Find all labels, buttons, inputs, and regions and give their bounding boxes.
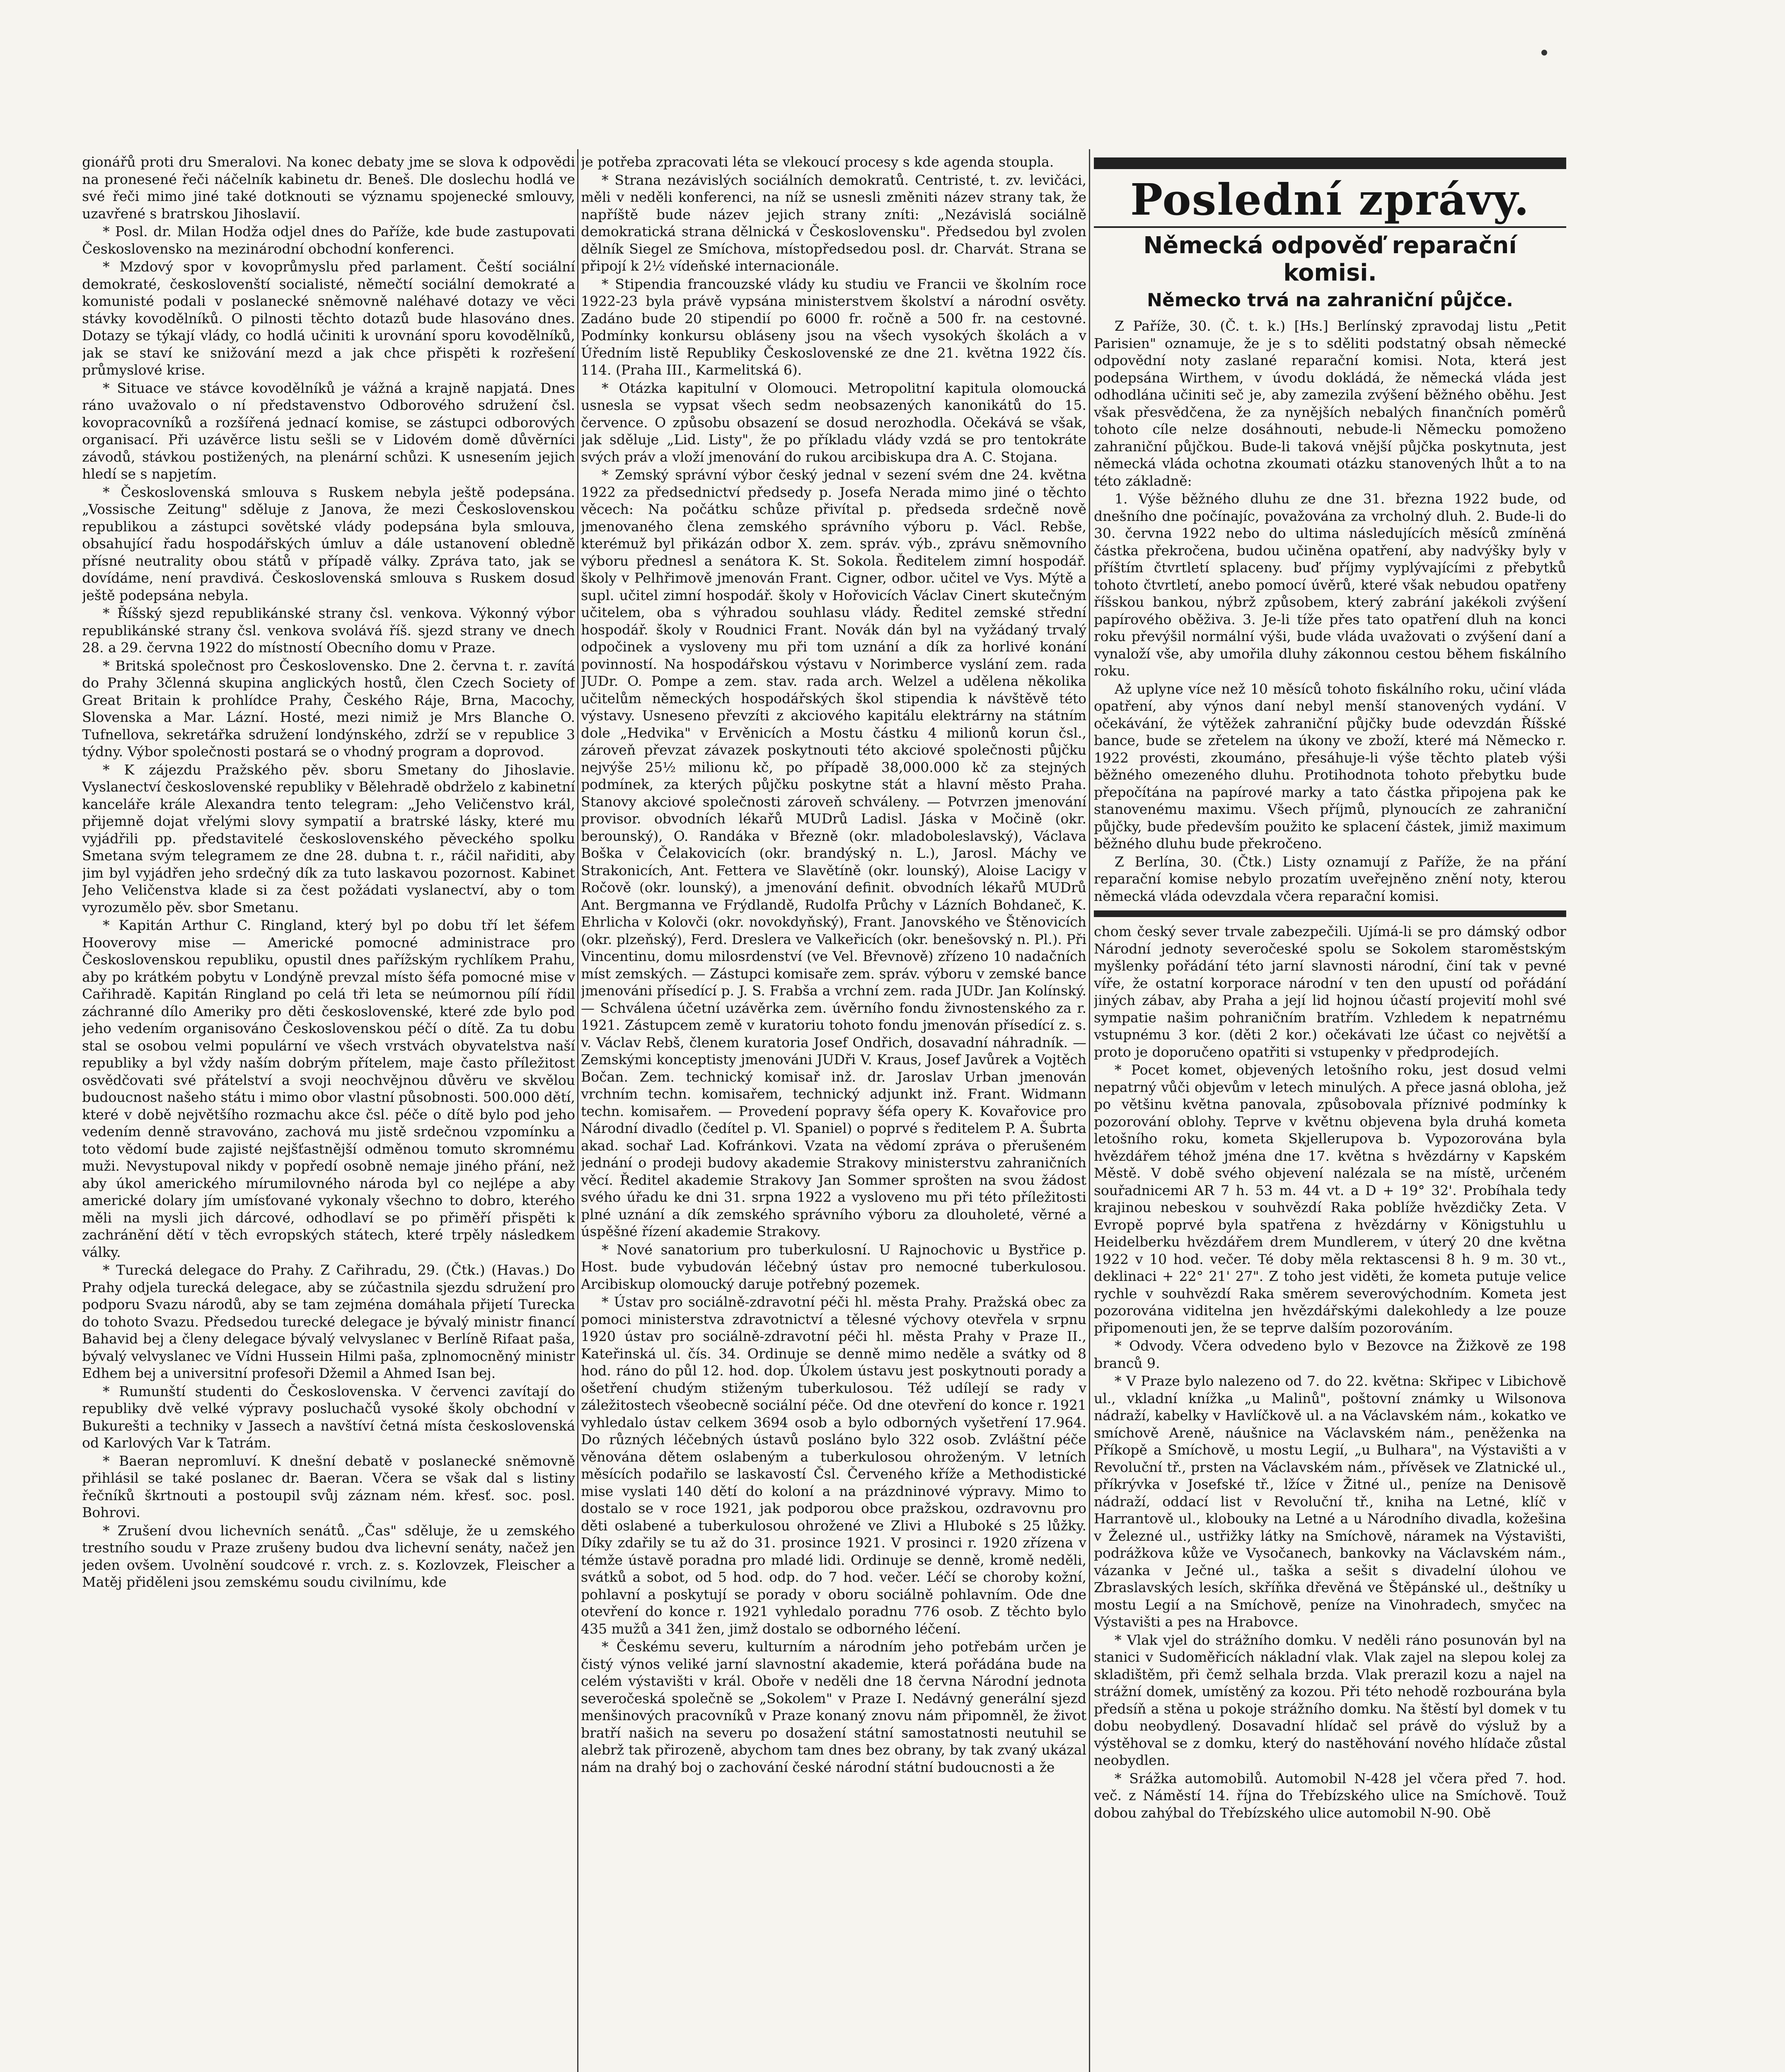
column-right [1094, 153, 1566, 2072]
article-paragraph: * Zemský správní výbor český jednal v sezení svém dne 24. května 1922 za předsednictví předsedy p. Josefa Nerada mimo jiné o těchto věcech: Na počátku schůze přivítal p. předseda srdečně nově jmenovaného člena zemského správního výboru p. Václ. Rebše, kterémuž byl přikázán odbor X. zem. správ. výb., zprávu sněmovního výboru přednesl a senátora K. St. Sokola. Ředitelem zimní hospodář. školy v Pelhřimově jmenován Frant. Cigner, odbor. učitel ve Vys. Mýtě a supl. učitel zimní hospodář. školy v Hořovicích Václav Cinert skutečným učitelem, oba s výhradou souhlasu vlády. Ředitel zemské střední hospodář. školy v Roudnici Frant. Novák dán byl na vyžádaný trvalý odpočinek a vysloveny mu při tom uznání a dík za horlivé konání povinností. Na hospodářskou výstavu v Norimberce vyslání zem. rada JUDr. O. Pompe a zem. stav. rada arch. Welzel a udělena několika učitelům německých hospodářských škol stipendia k návštěvě této výstavy. Usneseno převzíti z akciového kapitálu elektrárny na státním dole „Hedvika" v Ervěnicích a Mostu částku 4 milionů korun čsl., zároveň převzat závazek poskytnouti této akciové společnosti půjčku nejvýše 25½ milionu kč, po případě 38,000.000 kč za stejných podmínek, za kterých půjčku poskytne stát a hlavní město Praha. Stanovy akciové společnosti zároveň schváleny. — Potvrzen jmenování provisor. obvodních lékařů MUDrů Ladisl. Jáska v Močině (okr. berounský), O. Randáka v Březně (okr. mladoboleslavský), Václava Boška v Čelakovicích (okr. brandýský n. L.), Jarosl. Máchy ve Strakonicích, Ant. Fettera ve Slavětíně (okr. lounský), Aloise Lacigy v Ročově (okr. lounský), a jmenování definit. obvodních lékařů MUDrů Ant. Bergmanna ve Frýdlandě, Rudolfa Průchy v Lázních Bohdaneč, K. Ehrlicha v Kolovči (okr. novokdyňský), Frant. Janovského ve Štěnovicích (okr. plzeňský), Ferd. Dreslera ve Valkeřicích (okr. benešovský n. Pl.). Při Vincentinu, domu milosrdenství (ve Vel. Břevnově) zřízeno 10 nadačních míst zemských. — Zástupci komisaře zem. správ. výboru v zemské bance jmenováni přísedící p. J. S. Frabša a vrchní zem. rada JUDr. Jan Kolínský. — Schválena účetní uzávěrka zem. úvěrního fondu živnostenského za r. 1921. Zástupcem země v kuratoriu tohoto fondu jmenován přísedící z. s. v. Václav Rebš, členem kuratoria Josef Ondřich, dosavadní náhradník. — Zemskými konceptisty jmenováni JUDři V. Kraus, Josef Javůrek a Vojtěch Bočan. Zem. technický komisař inž. dr. Jaroslav Urban jmenován vrchním techn. komisařem, technický adjunkt inž. Frant. Widmann techn. komisařem. — Provedení popravy šéfa opery K. Kovařovice pro Národní divadlo (čedítel p. Vl. Spaniel) o poprvé s ředitelem P. A. Šubrta akad. sochař Lad. Kofránkovi. Vzata na vědomí zpráva o přerušeném jednání o prodeji budovy akademie Strakovy ministerstvu zahraničních věcí. Ředitel akademie Strakovy Jan Sommer sprošten na svou žádost svého úřadu ke dni 31. srpna 1922 a vysloveno mu při této příležitosti plné uznání a dík zemského správního výboru za dlouholeté, věrné a úspěšné řízení akademie Strakovy. [581, 467, 1086, 1239]
article-paragraph: Z Paříže, 30. (Č. t. k.) [Hs.] Berlínský zpravodaj listu „Petit Parisien" oznamuje, že je s to sděliti podstatný obsah německé odpovědní noty zaslané reparační komisi. Nota, která jest podepsána Wirthem, v úvodu dokládá, že německá vláda jest odhodlána učiniti seč je, aby zamezila zvýšení běžného oběhu. Jest však přesvědčena, že za nynějších nebalých finančních poměrů tohoto cíle nelze dosáhnouti, nebude-li Německu pomoženo zahraniční půjčkou. Bude-li taková vnější půjčka poskytnuta, jest německá vláda ochotna zkoumati otázku stanovených lhůt a to na této základně: [1094, 318, 1566, 489]
article-paragraph: * Vlak vjel do strážního domku. V neděli ráno posunován byl na stanici v Sudoměřicích nákladní vlak. Vlak zajel na slepou kolej za skladištěm, při čemž selhala brzda. Vlak prerazil kozu a najel na strážní domek, umístěný za kozou. Při této nehodě rozbourána byla předsíň a stěna u pokoje strážního domku. Na štěstí byl domek v tu dobu neobydlený. Dosavadní hlídač sel právě do výsluž by a výstěhoval se z domku, který do nastěhování nového hlídače zůstal neobydlen. [1094, 1631, 1566, 1768]
article-paragraph: * Situace ve stávce kovodělníků je vážná a krajně napjatá. Dnes ráno uvažovalo o ní představenstvo Odborového sdružení čsl. kovopracovníků a rozšířená jednací komise, se zástupci odborových organisací. Při uzávěrce listu sešli se v Lidovém domě důvěrníci závodů, stávkou postižených, na plenární schůzi. K usnesením jejich hledí se s napjetím. [82, 380, 575, 482]
column-middle [581, 153, 1086, 2072]
article-paragraph: * V Praze bylo nalezeno od 7. do 22. května: Skřipec v Libichově ul., vkladní knížka „u Malinů", poštovní známky u Wilsonova nádraží, kabelky v Havlíčkově ul. a na Václavském nám., kokatko ve smíchově Areně, náušnice na Václavském nám., peněženka na Příkopě a Smíchově, u mostu Legií, „u Bulhara", na Výstavišti a v Revoluční tř., prsten na Václavském nám., přívěsek ve Zlatnické ul., příkrývka v Josefské tř., lžíce v Žitné ul., peníze na Denisově nádraží, oddací list v Revoluční tř., kniha na Letné, klíč v Harrantově ul., klobouky na Letné a u Národního divadla, kožešina v Železné ul., ustřižky látky na Smíchově, náramek na Výstavišti, podrážkova kůže ve Vysočanech, bankovky na Václavském nám., vázanka v Ječné ul., taška a sešit s divadelní úlohou ve Zbraslavských lesích, skříňka dřevěná ve Štěpánské ul., deštníky u mostu Legií a na Smíchově, peníze na Vinohradech, smyčec na Výstavišti a pes na Hrabovce. [1094, 1373, 1566, 1630]
column-divider [577, 149, 578, 2072]
article-paragraph: chom český sever trvale zabezpečili. Ujímá-li se pro dámský odbor Národní jednoty severočeské spolu se Sokolem staroměstským myšlenky pořádání této jarní slavnosti národní, činí tak v pevné víře, že ostatní korporace národní v ten den upustí od pořádání jiných zábav, aby Praha a její lid hojnou účastí projevití mohl své sympatie našim pohraničním bratřím. Vzhledem k nepatrnému vstupnému 3 kor. (děti 2 kor.) očekávati lze účast co největší a proto je doporučeno opatřiti si vstupenky v předprodejích. [1094, 923, 1566, 1060]
article-paragraph: * Rumunští studenti do Československa. V červenci zavítají do republiky dvě velké výpravy posluchačů vysoké školy obchodní v Bukurešti a techniky v Jassech a navštíví četná místa československá od Karlových Var k Tatrám. [82, 1383, 575, 1451]
article-paragraph: * Nové sanatorium pro tuberkulosní. U Rajnochovic u Bystřice p. Host. bude vybudován léčebný ústav pro nemocné tuberkulosou. Arcibiskup olomoucký daruje potřebný pozemek. [581, 1241, 1086, 1292]
article-paragraph: * Otázka kapitulní v Olomouci. Metropolitní kapitula olomoucká usnesla se vypsat všech sedm neobsazených kanonikátů do 15. července. O způsobu obsazení se dosud nerozhodla. Očekává se však, jak sděluje „Lid. Listy", že po příkladu vlády vzdá se pro tentokráte svých práv a vloží jmenování do rukou arcibiskupa dra A. C. Stojana. [581, 380, 1086, 465]
article-paragraph: * Odvody. Včera odvedeno bylo v Bezovce na Žižkově ze 198 branců 9. [1094, 1338, 1566, 1371]
article-paragraph: * Říšský sjezd republikánské strany čsl. venkova. Výkonný výbor republikánské strany čsl. venkova svolává říš. sjezd strany ve dnech 28. a 29. června 1922 do místností Obecního domu v Praze. [82, 605, 575, 656]
article-paragraph: 1. Výše běžného dluhu ze dne 31. března 1922 bude, od dnešního dne počínajíc, považována za vrcholný dluh. 2. Bude-li do 30. června 1922 nebo do ultima následujících měsíců zmíněná částka překročena, budou učiněna opatření, aby nadvýšky byly v příštím čtvrtletí splaceny. buď příjmy vyplývajícími z přebytků tohoto čtvrtletí, anebo pomocí úvěrů, které však nebudou opatřeny říšskou bankou, nýbrž způsobem, který zabrání jakékoli zvýšení papírového oběživa. 3. Je-li tíže přes tato opatření dluh na konci roku převýšil normální výši, bude vláda uvažovati o zvýšení daní a vynaloží vše, aby umořila dluhy zákonnou cestou během fiskálního roku. [1094, 491, 1566, 679]
article-paragraph: * Kapitán Arthur C. Ringland, který byl po dobu tří let šéfem Hooverovy mise — Americké pomocné administrace pro Československou republiku, opustil dnes pařížským rychlíkem Prahu, aby po krátkém pobytu v Londýně prevzal místo šéfa pomocné mise v Cařihradě. Kapitán Ringland po celá tři leta se neúmornou pílí řídil záchranné dílo Ameriky pro děti československé, které zde bylo pod jeho vedením organisováno Československou péčí o dítě. Za tu dobu stal se osobou velmi populární ve všech vrstvách obyvatelstva naší republiky a byl vždy naším dobrým přítelem, maje často příležitost osvědčovati své přátelství a svoji neochvějnou důvěru ve skvělou budoucnost našeho státu i mimo obor vlastní působnosti. 500.000 dětí, které v době největšího rozmachu akce čsl. péče o dítě bylo pod jeho vedením denně stravováno, zachová mu jistě srdečnou vzpomínku a toto vědomí bude zajisté nejšťastnější odměnou tomuto skromnému muži. Nevystupoval nikdy v popředí osobně nemaje jiného přání, než aby úkol amerického mírumilovného národa byl co nejlépe a aby americké dolary jím umísťované vykonaly všechno to dobro, kterého měli na mysli jich dárcové, odhodlaví se po přiměří přispěti k zachránění dětí v těch evropských státech, které trpěly následkem války. [82, 917, 575, 1260]
article-paragraph: * Ústav pro sociálně-zdravotní péči hl. města Prahy. Pražská obec za pomoci ministerstva zdravotnictví a tělesné výchovy otevřela v srpnu 1920 ústav pro sociálně-zdravotní péči hl. města Prahy v Praze II., Kateřinská ul. čís. 34. Ordinuje se denně mimo neděle a svátky od 8 hod. ráno do půl 12. hod. dop. Úkolem ústavu jest poskytnouti porady a ošetření chudým stiženým tuberkulosou. Též udílejí se rady v záležitostech všeobecně sociální péče. Od dne otevření do konce r. 1921 vyhledalo ústav celkem 3694 osob a bylo odborných vyšetření 17.964. Do různých léčebných ústavů posláno bylo 322 osob. Zvláštní péče věnována dětem oslabeným a tuberkulosou ohroženým. V letních měsících podařilo se laskavostí Čsl. Červeného kříže a Methodistické mise vyslati 140 dětí do koloní a na prázdninové výpravy. Mimo to dostalo se v roce 1921, jak podporou obce pražskou, ozdravovnu pro děti oslabené a tuberkulosou ohrožené ve Zlivi a Hluboké s 25 lůžky. Díky zdařily se tu až do 31. prosince 1921. V prosinci r. 1920 zřízena v témže ústavě poradna pro mladé lidi. Ordinuje se denně, kromě neděli, svátků a sobot, od 5 hod. odp. do 7 hod. večer. Léčí se choroby kožní, pohlavní a poskytují se porady v oboru sociálně pohlavním. Ode dne otevření do konce r. 1921 vyhledalo poradnu 776 osob. Z těchto bylo 435 mužů a 341 žen, jimž dostalo se odborného léčení. [581, 1294, 1086, 1637]
section-separator [1094, 910, 1566, 917]
article-paragraph: * Pocet komet, objevených letošního roku, jest dosud velmi nepatrný vůči objevům v letech minulých. A přece jasná obloha, jež po většinu května panovala, způsobovala příznivé podmínky k pozorování oblohy. Teprve v květnu objevena byla druhá kometa letošního roku, kometa Skjellerupova b. Vypozorována byla hvězdářem téhož jména dne 17. května s hvězdárny v Kapském Městě. V době svého objevení nalézala se na místě, určeném souřadnicemi AR 7 h. 53 m. 44 vt. a D + 19° 32'. Probíhala tedy krajinou nebeskou v souhvězdí Raka poblíže hvězdičky Zeta. V Evropě poprvé byla spatřena z hvězdárny v Königstuhlu u Heidelberku hvězdářem drem Mundlerem, v úterý 20 dne května 1922 v 10 hod. večer. Té doby měla rektascensi 8 h. 9 m. 30 vt., deklinaci + 22° 21' 27". Z toho jest viděti, že kometa putuje velice rychle v souhvězdí Raka směrem severovýchodním. Kometa jest pozorována viditelna jen hvězdářskými dalekohledy a lze pouze připomenouti jen, že se teprve dalším pozorováním. [1094, 1062, 1566, 1336]
subheadline: Německo trvá na zahraniční půjčce. [1147, 290, 1513, 311]
article-paragraph: * Strana nezávislých sociálních demokratů. Centristé, t. zv. levičáci, měli v neděli konferenci, na níž se usnesli změniti název strany tak, že napříště bude název jejich strany zníti: „Nezávislá sociálně demokratická strana dělnická v Československu". Předsedou byl zvolen dělník Siegel ze Smíchova, místopředsedou posl. dr. Charvát. Strana se připojí k 2½ vídeňské internacionále. [581, 172, 1086, 274]
article-paragraph: je potřeba zpracovati léta se vlekoucí procesy s kde agenda stoupla. [581, 154, 1054, 170]
article-paragraph: * Baeran nepromluví. K dnešní debatě v poslanecké sněmovně přihlásil se také poslanec dr. Baeran. Včera se však dal s listiny řečníků škrtnouti a postoupil svůj záznam ném. křesť. soc. posl. Bohrovi. [82, 1452, 575, 1520]
article-paragraph: * Mzdový spor v kovoprůmyslu před parlament. Čeští sociální demokraté, českoslovenští socialisté, němečtí sociální demokraté a komunisté podali v poslanecké sněmovně naléhavé dotazy ve věci stávky kovodělníků. O pilnosti těchto dotazů bude hlasováno dnes. Dotazy se týkají vlády, co hodlá učiniti k urovnání sporu kovodělníků, jak se staví ke snižování mezd a jak chce přispěti k rozřešení průmyslové krise. [82, 259, 575, 378]
column-right-body [1094, 317, 1566, 1821]
article-paragraph: * Turecká delegace do Prahy. Z Cařihradu, 29. (Čtk.) (Havas.) Do Prahy odjela turecká delegace, aby se zúčastnila sjezdu sdružení pro podporu Svazu národů, aby se tam zejména domáhala přijetí Turecka do tohoto Svazu. Předsedou turecké delegace je bývalý ministr financí Bahavid bej a členy delegace bývalý velvyslanec v Berlíně Rifaat paša, bývalý velvyslanec ve Vídni Hussein Hilmi paša, zplnomocněný ministr Edhem bej a universitní profesoři Džemil a Ahmed Isan bej. [82, 1262, 575, 1381]
headline: Německá odpověď reparační komisi. [1094, 226, 1566, 287]
article-paragraph: * Srážka automobilů. Automobil N-428 jel včera před 7. hod. več. z Náměstí 14. října do Třebízského ulice na Smíchově. Touž dobou zahýbal do Třebízského ulice automobil N-90. Obě [1094, 1770, 1566, 1821]
article-paragraph: * K zájezdu Pražského pěv. sboru Smetany do Jihoslavie. Vyslanectví československé republiky v Bělehradě obdrželo z kabinetní kanceláře krále Alexandra tento telegram: „Jeho Veličenstvo král, přijemně dojat vřelými slovy sympatií a bratrské lásky, které mu vyjádřili pp. představitelé československého pěveckého spolku Smetana svým telegramem ze dne 28. dubna t. r., ráčil nařiditi, aby jim byl vyjádřen jeho srdečný dík za tuto laskavou pozornost. Kabinet Jeho Veličenstva klade si za čest požádati vyslanectví, aby o tom vyrozumělo pěv. sbor Smetanu. [82, 761, 575, 915]
article-paragraph: * Zrušení dvou lichevních senátů. „Čas" sděluje, že u zemského trestního soudu v Praze zrušeny budou dva lichevní senáty, načež jen jeden ovšem. Uvolnění soudcové r. vrch. z. s. Kozlovzek, Fleischer a Matěj přiděleni jsou zemskému soudu civilnímu, kde [82, 1522, 575, 1590]
column-divider [1089, 149, 1090, 2072]
article-paragraph: * Stipendia francouzské vlády ku studiu ve Francii ve školním roce 1922-23 byla právě vypsána ministerstvem školství a národní osvěty. Zadáno bude 20 stipendií po 6000 fr. ročně a 500 fr. na cestovné. Podmínky konkursu obláseny jsou na všech vysokých školách a v Úředním listě Republiky Československé ze dne 21. května 1922 čís. 114. (Praha III., Karmelitská 6). [581, 276, 1086, 378]
page-speck [1541, 50, 1547, 56]
masthead-rule [1094, 157, 1566, 169]
article-paragraph: Z Berlína, 30. (Čtk.) Listy oznamují z Paříže, že na přání reparační komise nebylo prozatím uveřejněno znění noty, kterou německá vláda odevzdala včera reparační komisi. [1094, 853, 1566, 904]
article-paragraph: gionářů proti dru Smeralovi. Na konec debaty jme se slova k odpovědi na pronesené řeči náčelník kabinetu dr. Beneš. Dle doslechu hodlá ve své řeči mimo jiné také dotknouti se významu spojenecké smlouvy, uzavřené s bratrskou Jihoslavií. [82, 154, 575, 222]
column-left [82, 153, 575, 2072]
article-paragraph: * Britská společnost pro Československo. Dne 2. června t. r. zavítá do Prahy 3členná skupina anglických hostů, člen Czech Society of Great Britain k prohlídce Prahy, Českého Ráje, Brna, Macochy, Slovenska a Mar. Lázní. Hosté, mezi nimiž je Mrs Blanche O. Tufnellova, sekretářka sdružení londýnského, zdrží se v republice 3 týdny. Výbor společnosti postará se o vhodný program a doprovod. [82, 657, 575, 760]
section-title: Poslední zprávy. [1130, 174, 1530, 225]
article-paragraph: * Českému severu, kulturním a národním jeho potřebám určen je čistý výnos veliké jarní slavnostní akademie, která pořádána bude na celém výstavišti v král. Oboře v neděli dne 18 června Národní jednota severočeská společně se „Sokolem" v Praze I. Nedávný generální sjezd menšinových pracovníků v Praze konaný znovu nám připomněl, že život bratří našich na severu po dosažení státní samostatnosti neutuhil se alebrž tak přirozeně, abychom tam dnes bez obrany, by tak zvaný ukázal nám na drahý boj o zachování české národní státní budoucnosti a že [581, 1639, 1086, 1775]
article-paragraph: * Československá smlouva s Ruskem nebyla ještě podepsána. „Vossische Zeitung" sděluje z Janova, že mezi Československou republikou a zástupci sovětské vlády podepsána byla smlouva, obsahující řadu hospodářských úmluv a dále ustanovení obledně přísné neutrality obou států v případě války. Zpráva tato, jak se dovídáme, není pravdivá. Československá smlouva s Ruskem dosud ještě podepsána nebyla. [82, 484, 575, 603]
article-paragraph: * Posl. dr. Milan Hodža odjel dnes do Paříže, kde bude zastupovati Československo na mezinárodní obchodní konferenci. [82, 223, 575, 257]
article-paragraph: Až uplyne více než 10 měsíců tohoto fiskálního roku, učiní vláda opatření, aby výnos daní nebyl menší stanovených vydání. V očekávání, že výtěžek zahraniční půjčky bude odevzdán Říšské bance, bude se zřetelem na úkony ve zboží, které má Německo r. 1922 provésti, zkoumáno, přesáhuje-li výše těchto plateb výši běžného omezeného dluhu. Protihodnota tohoto přebytku bude přepočítána na papírové marky a tato částka připojena pak ke stanovenému maximu. Všech příjmů, plynoucích ze zahraniční půjčky, bude především použito ke splacení částek, jimiž maximum běžného dluhu bude překročeno. [1094, 680, 1566, 852]
